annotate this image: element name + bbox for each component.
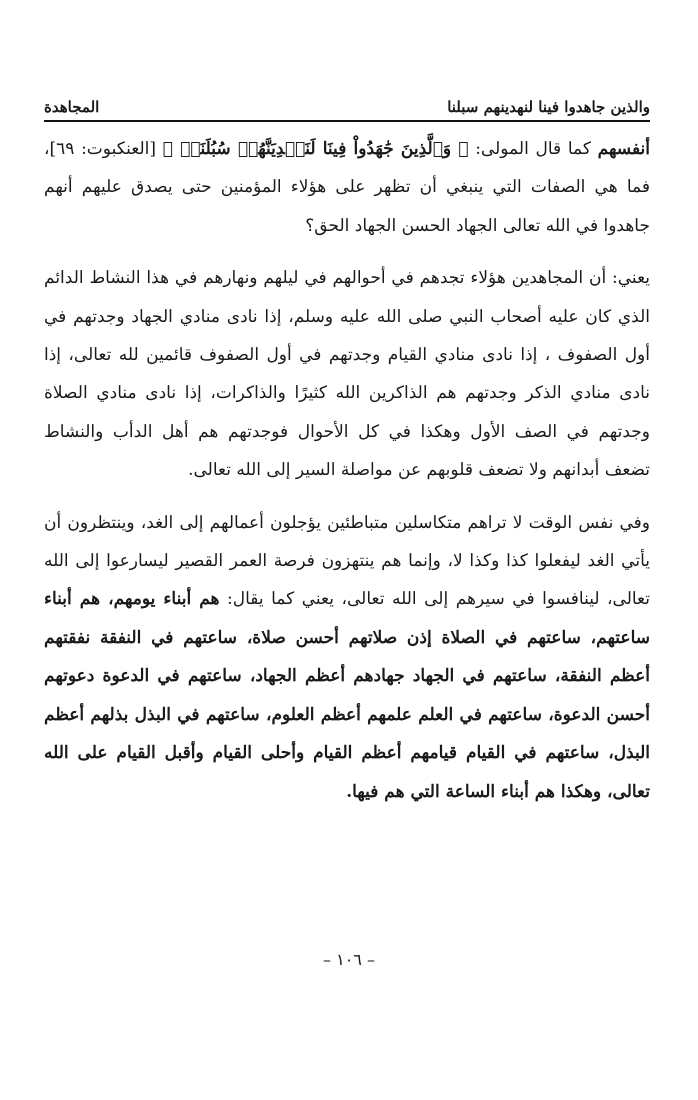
paragraph-3-plain: وفي نفس الوقت لا تراهم متكاسلين متباطئين يؤجلون أعمالهم إلى الغد، وينتظرون أن يأتي الغد ليفعلوا كذا وكذا لا، وإنما هم ينتهزون فرصة العمر القصير ليسارعوا إلى الله تعالى، لينافسوا في سيرهم إلى الله تعالى، يعني كما يقال:	[44, 512, 650, 610]
body-text	[44, 130, 650, 811]
paragraph-3	[44, 504, 650, 811]
paragraph-3-bold: هم أبناء يومهم، هم أبناء ساعتهم، ساعتهم في الصلاة إذن صلاتهم أحسن صلاة، ساعتهم في النفقة نفقتهم أعظم النفقة، ساعتهم في الجهاد جهادهم أعظم الجهاد، ساعتهم في الدعوة دعوتهم أحسن الدعوة، ساعتهم في العلم علمهم أعظم العلوم، ساعتهم في البذل بذلهم أعظم البذل، ساعتهم في القيام قيامهم أعظم القيام وأحلى القيام وأقبل القيام على الله تعالى، وهكذا هم أبناء الساعة التي هم فيها.	[44, 589, 650, 802]
running-header	[44, 86, 650, 116]
header-rule	[44, 120, 650, 122]
quran-verse: ﴿ وَٱلَّذِينَ جَٰهَدُواْ فِينَا لَنَهۡدِيَنَّهُمۡ سُبُلَنَاۚ ﴾	[162, 139, 469, 159]
paragraph-2: يعني: أن المجاهدين هؤلاء تجدهم في أحوالهم في ليلهم ونهارهم في هذا النشاط الدائم الذي كان عليه أصحاب النبي صلى الله عليه وسلم، إذا نادى منادي الجهاد وجدتهم في أول الصفوف ، إذا نادى منادي القيام وجدتهم في أول الصفوف قائمين لله تعالى، إذا نادى منادي الذكر وجدتهم هم الذاكرين الله كثيرًا والذاكرات، إذا نادى منادي الصلاة وجدتهم في الصف الأول وهكذا في كل الأحوال فوجدتهم هم أهل الدأب والنشاط تضعف أبدانهم ولا تضعف قلوبهم عن مواصلة السير إلى الله تعالى.	[44, 268, 650, 481]
paragraph-1	[44, 130, 650, 245]
header-section-title: المجاهدة	[44, 98, 100, 116]
pre-quote-text: كما قال المولى:	[468, 139, 598, 159]
lead-word: أنفسهم	[597, 139, 650, 159]
header-chapter-title: والذين جاهدوا فينا لنهدينهم سبلنا	[447, 98, 650, 116]
post-quote-text: [العنكبوت: ٦٩]، فما هي الصفات التي ينبغي أن تظهر على هؤلاء المؤمنين حتى يصدق عليهم أنهم جاهدوا في الله تعالى الجهاد الحسن الجهاد الحق؟	[44, 139, 650, 236]
page-number: – ١٠٦ –	[323, 950, 375, 969]
